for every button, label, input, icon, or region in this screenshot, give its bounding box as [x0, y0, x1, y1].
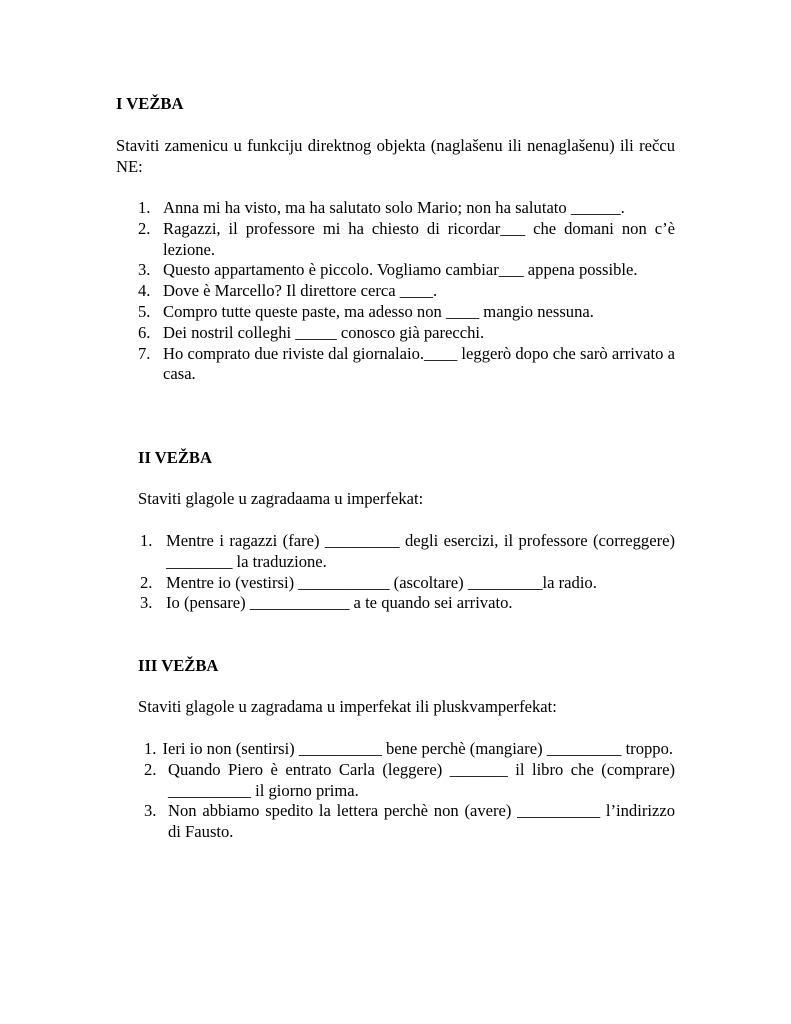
item-text: Quando Piero è entrato Carla (leggere) _______ il libro che (comprare) __________ il giorno prima. [168, 759, 675, 800]
item-number: 3. [138, 260, 151, 280]
exercise-item [138, 219, 675, 261]
section-2-heading: II VEŽBA [138, 448, 212, 467]
item-text: Questo appartamento è piccolo. Vogliamo cambiar___ appena possible. [163, 260, 638, 280]
item-text: Non abbiamo spedito la lettera perchè non (avere) __________ l’indirizzo di Fausto. [168, 801, 675, 842]
section-2-instruction: Staviti glagole u zagradaama u imperfekat: [138, 489, 424, 508]
exercise-item [138, 344, 675, 386]
item-number: 3. [144, 801, 157, 821]
item-text: Mentre i ragazzi (fare) _________ degli esercizi, il professore (correggere) ________ la traduzione. [166, 531, 675, 571]
exercise-item [138, 281, 675, 302]
item-number: 7. [138, 343, 151, 363]
item-text: Dove è Marcello? Il direttore cerca ____. [163, 281, 438, 301]
exercise-item [144, 801, 675, 843]
exercise-item [138, 302, 675, 323]
item-number: 6. [138, 322, 151, 342]
item-number: 3. [140, 593, 153, 613]
item-number: 1. [140, 531, 153, 550]
section-1-instruction: Staviti zamenicu u funkciju direktnog objekta (naglašenu ili nenaglašenu) ili rečcu NE: [116, 136, 675, 176]
item-number: 2. [138, 218, 151, 238]
exercise-item [138, 198, 675, 219]
exercise-item [140, 531, 675, 573]
section-2-exercise-list [140, 531, 675, 614]
item-text: Ho comprato due riviste dal giornalaio.____ leggerò dopo che sarò arrivato a casa. [163, 343, 675, 384]
section-3-instruction: Staviti glagole u zagradama u imperfekat ili pluskvamperfekat: [138, 697, 557, 716]
item-number: 5. [138, 301, 151, 321]
item-text: Anna mi ha visto, ma ha salutato solo Mario; non ha salutato ______. [163, 198, 625, 217]
item-text: Ragazzi, il professore mi ha chiesto di ricordar___ che domani non c’è lezione. [163, 218, 675, 259]
exercise-item [140, 593, 675, 614]
section-3-heading: III VEŽBA [138, 656, 219, 675]
exercise-item [144, 739, 675, 760]
exercise-item [138, 323, 675, 344]
section-1-heading: I VEŽBA [116, 94, 184, 113]
item-text: Compro tutte queste paste, ma adesso non ____ mangio nessuna. [163, 301, 594, 321]
item-number: 1. [138, 198, 151, 217]
section-1-exercise-list [138, 198, 675, 385]
item-number: 2. [144, 759, 157, 779]
item-text: Mentre io (vestirsi) ___________ (ascoltare) _________la radio. [166, 572, 597, 592]
item-number: 4. [138, 281, 151, 301]
item-number: 1. [144, 739, 157, 758]
exercise-item [140, 573, 675, 594]
section-3-exercise-list [144, 739, 675, 843]
item-number: 2. [140, 572, 153, 592]
item-text: Io (pensare) ____________ a te quando sei arrivato. [166, 593, 513, 613]
exercise-item [138, 260, 675, 281]
exercise-item [144, 760, 675, 802]
item-text: Dei nostril colleghi _____ conosco già parecchi. [163, 322, 485, 342]
item-text: Ieri io non (sentirsi) __________ bene perchè (mangiare) _________ troppo. [162, 739, 674, 758]
